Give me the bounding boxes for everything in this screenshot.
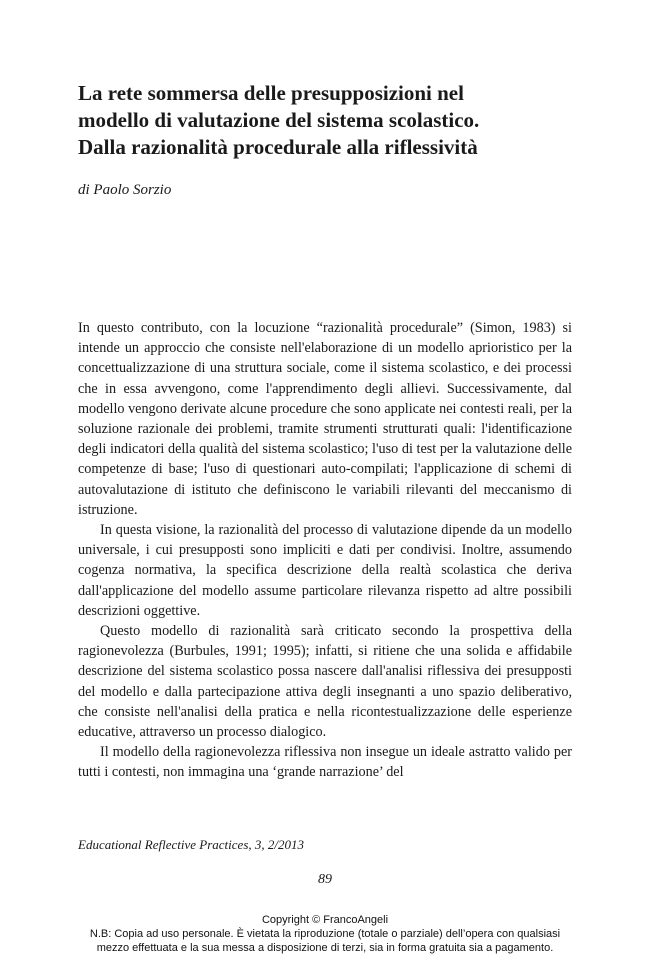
article-body [78,318,572,783]
copyright-line: mezzo effettuata e la sua messa a disposizione di terzi, sia in forma gratuita sia a pagamento. [96,942,554,954]
journal-citation: Educational Reflective Practices, 3, 2/2013 [78,837,304,852]
copyright-line: Copyright © FrancoAngeli [261,914,389,926]
article-title [78,80,578,161]
page-number: 89 [318,872,332,887]
article-title-line: Dalla razionalità procedurale alla riflessività [78,135,478,159]
body-paragraph: In questa visione, la razionalità del processo di valutazione dipende da un modello universale, i cui presupposti sono impliciti e dati per condivisi. Inoltre, assumendo cogenza normativa, la specifica descrizione della realtà scolastica che deriva dall'applicazione del modello assume particolare rilevanza rispetto ad altre possibili descrizioni oggettive. [78,522,572,619]
article-author: di Paolo Sorzio [78,182,172,198]
article-title-line: modello di valutazione del sistema scolastico. [78,108,480,132]
copyright-line: N.B: Copia ad uso personale. È vietata la riproduzione (totale o parziale) dell’opera con qualsiasi [89,928,561,940]
body-paragraph: Il modello della ragionevolezza riflessiva non insegue un ideale astratto valido per tutti i contesti, non immagina una ‘grande narrazione’ del [78,744,572,781]
copyright-notice [0,913,650,955]
body-paragraph: In questo contributo, con la locuzione “razionalità procedurale” (Simon, 1983) si intende un approccio che consiste nell'elaborazione di un modello aprioristico per la concettualizzazione di una struttura sociale, come il sistema scolastico, e dei processi che in essa avvengono, come l'apprendimento degli allievi. Successivamente, dal modello vengono derivate alcune procedure che sono applicate nei contesti reali, per la soluzione razionale dei problemi, tramite strumenti strutturati quali: l'identificazione degli indicatori della qualità del sistema scolastico; l'uso di test per la valutazione delle competenze di base; l'uso di questionari auto-compilati; l'applicazione di schemi di autovalutazione di istituto che definiscono le variabili rilevanti del meccanismo di istruzione. [78,320,572,518]
body-paragraph: Questo modello di razionalità sarà criticato secondo la prospettiva della ragionevolezza (Burbules, 1991; 1995); infatti, si ritiene che una solida e affidabile descrizione del sistema scolastico possa nascere dall'analisi riflessiva dei presupposti del modello e dalla partecipazione attiva degli insegnanti a uno spazio deliberativo, che consiste nell'analisi della pratica e nella ricontestualizzazione delle esperienze educative, attraverso un processo dialogico. [78,623,572,741]
article-title-line: La rete sommersa delle presupposizioni nel [78,81,464,105]
